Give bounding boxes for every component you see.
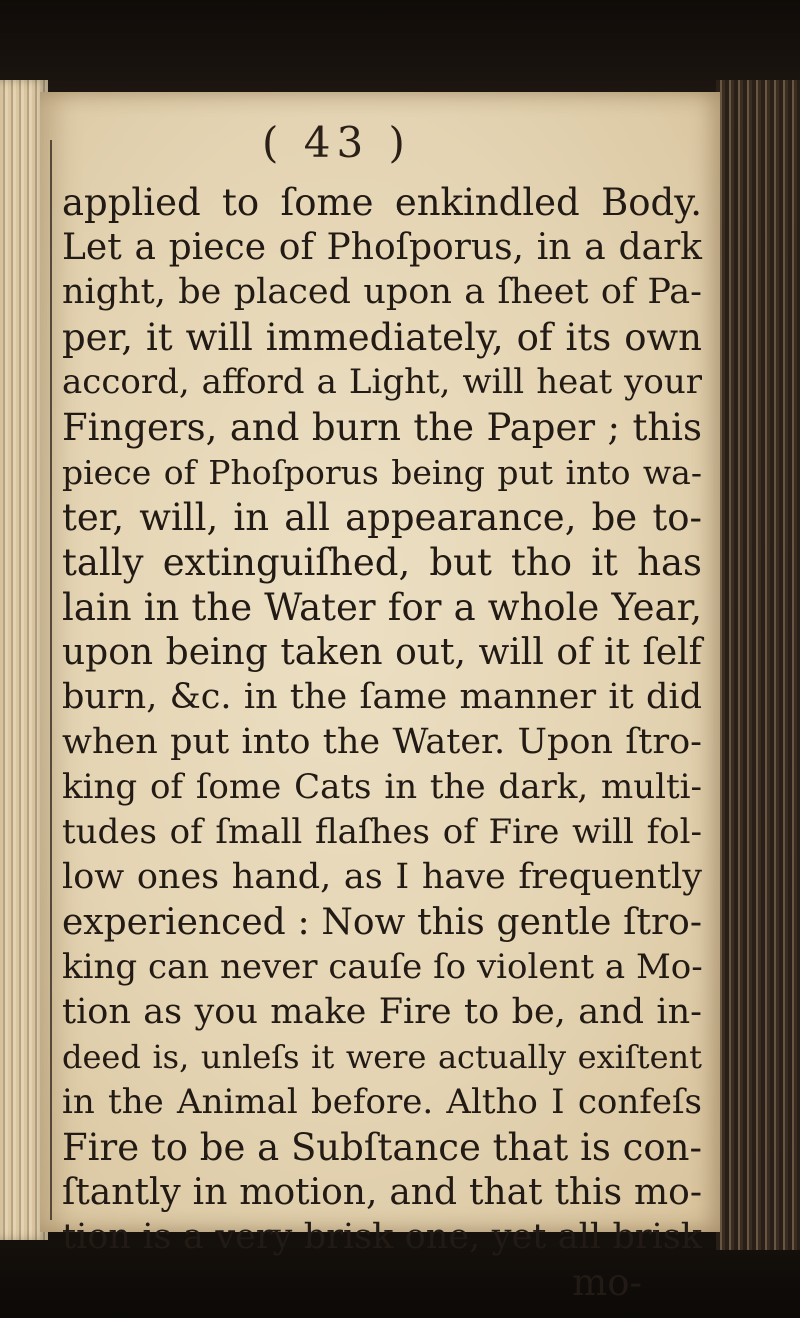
text-line: low ones hand, as I have frequently xyxy=(62,857,702,897)
text-line: accord, afford a Light, will heat your xyxy=(62,362,702,402)
text-line: ſtantly in motion, and that this mo- xyxy=(62,1172,702,1213)
text-line: per, it will immediately, of its own xyxy=(62,316,702,359)
text-line: piece of Phoſporus being put into wa- xyxy=(62,453,702,492)
text-line: experienced : Now this gentle ſtro- xyxy=(62,902,702,943)
text-line: tudes of ſmall flaſhes of Fire will fol- xyxy=(62,812,702,852)
text-line: Let a piece of Phoſporus, in a dark xyxy=(62,227,702,268)
text-line: Fire to be a Subſtance that is con- xyxy=(62,1126,702,1169)
text-line: ter, will, in all appearance, be to- xyxy=(62,496,702,539)
text-line: night, be placed upon a ſheet of Pa- xyxy=(62,272,702,312)
text-line: tally extinguiſhed, but tho it has xyxy=(62,541,702,584)
text-line: burn, &c. in the ſame manner it did xyxy=(62,677,702,717)
gutter-shadow xyxy=(50,140,52,1220)
text-line: lain in the Water for a whole Year, xyxy=(62,586,702,629)
text-line: in the Animal before. Altho I confeſs xyxy=(62,1082,702,1122)
text-line: when put into the Water. Upon ſtro- xyxy=(62,722,702,762)
text-line: Fingers, and burn the Paper ; this xyxy=(62,406,702,449)
body-text xyxy=(62,180,702,1305)
text-line: deed is, unleſs it were actually exiſtent xyxy=(62,1038,702,1076)
text-line: king can never cauſe ſo violent a Mo- xyxy=(62,947,703,987)
text-line: tion as you make Fire to be, and in- xyxy=(62,992,702,1032)
text-line: upon being taken out, will of it ſelf xyxy=(62,632,702,673)
text-line: tion is a very brisk one, yet all brisk xyxy=(62,1217,702,1257)
text-line: king of ſome Cats in the dark, multi- xyxy=(62,767,702,807)
page-number: ( 43 ) xyxy=(262,118,411,167)
catchword: mo- xyxy=(572,1261,642,1304)
text-line: applied to ſome enkindled Body. xyxy=(62,181,702,224)
right-page-edges xyxy=(716,80,800,1250)
